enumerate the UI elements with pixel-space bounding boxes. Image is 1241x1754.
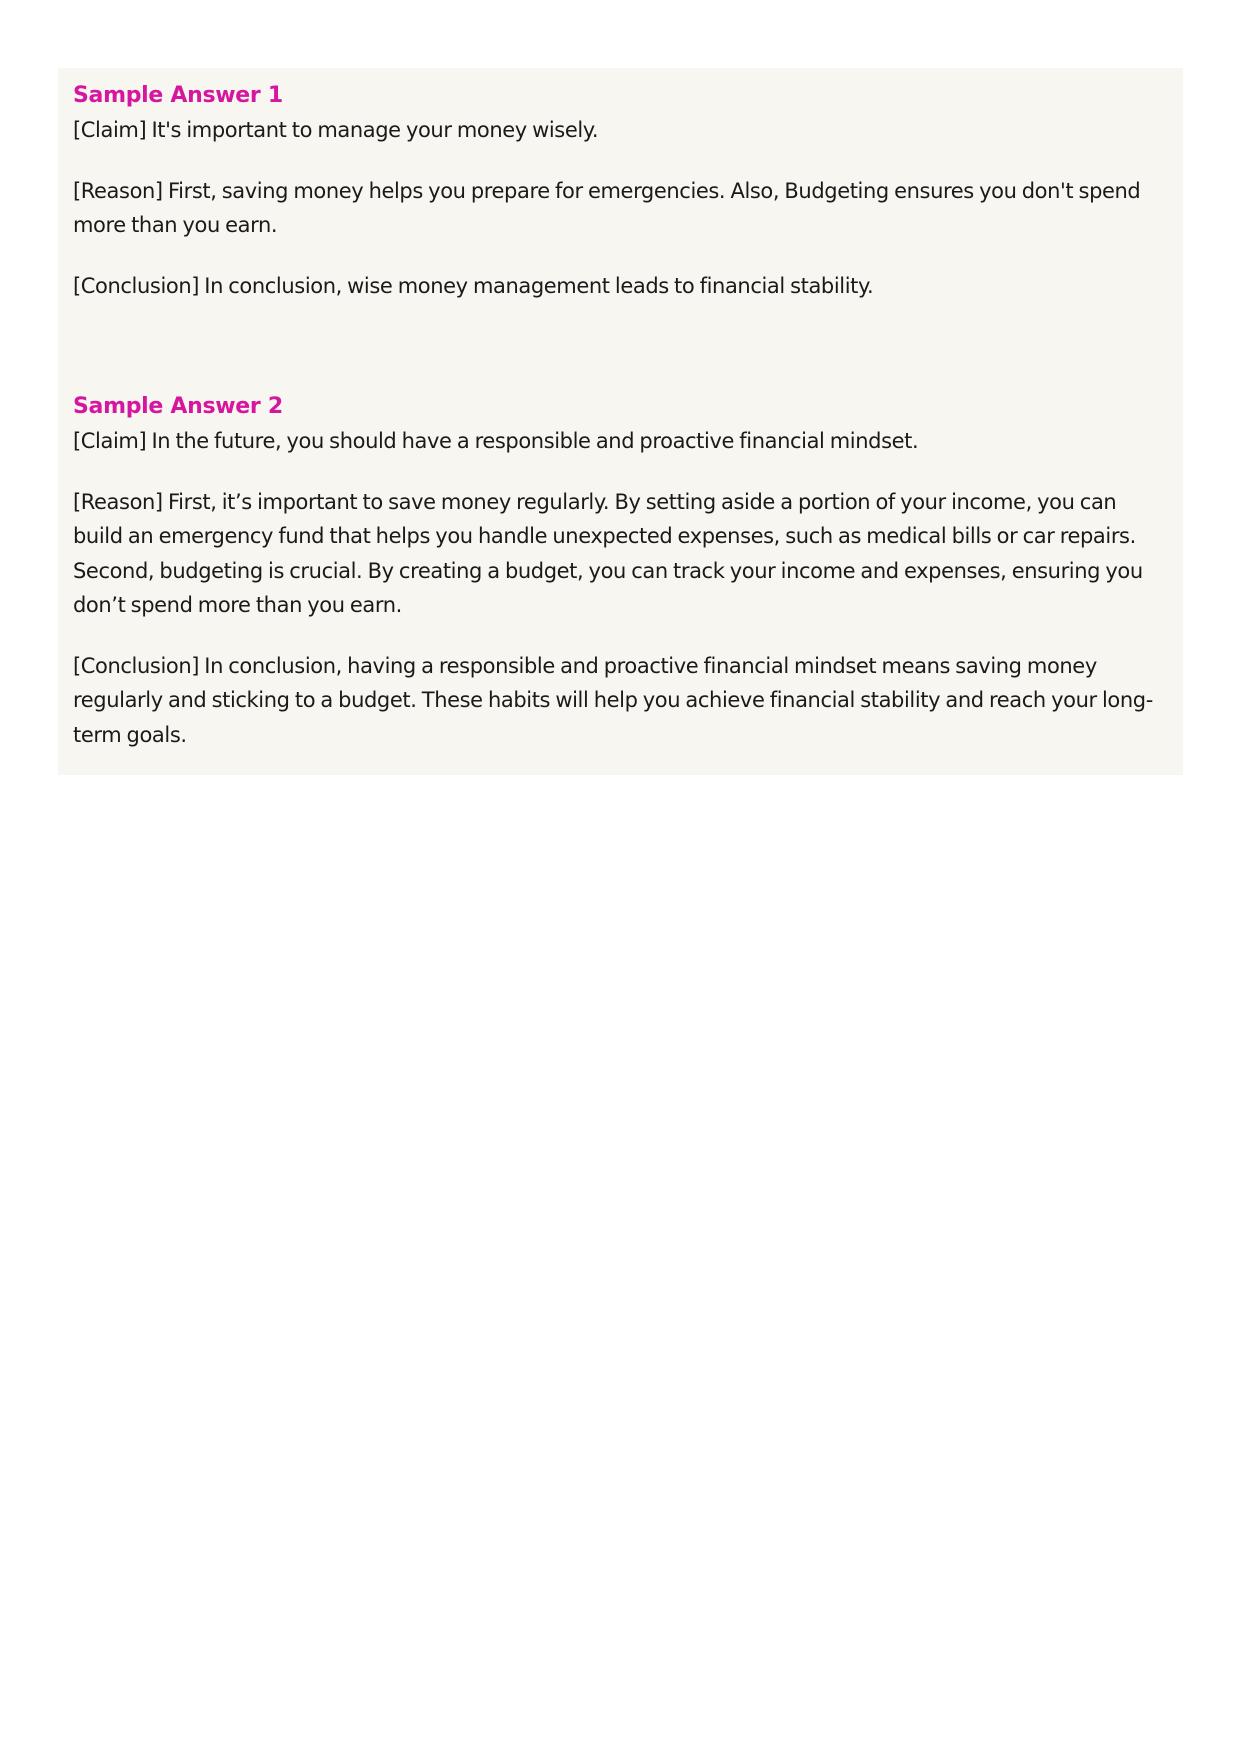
sample-answer-1-reason: [Reason] First, saving money helps you prepare for emergencies. Also, Budgeting ensures you don't spend more than you earn. <box>73 178 1141 237</box>
sample-answer-1 <box>73 82 1168 303</box>
sample-answer-1-claim: [Claim] It's important to manage your money wisely. <box>73 118 599 142</box>
sample-answers-box <box>58 68 1183 775</box>
sample-answer-2-conclusion: [Conclusion] In conclusion, having a responsible and proactive financial mindset means saving money regularly and sticking to a budget. These habits will help you achieve financial stability and reach your long-term goals. <box>73 653 1153 747</box>
sample-answer-1-title: Sample Answer 1 <box>73 83 283 108</box>
sample-answer-2-title: Sample Answer 2 <box>73 394 283 419</box>
sample-answer-2-reason: [Reason] First, it’s important to save money regularly. By setting aside a portion of your income, you can build an emergency fund that helps you handle unexpected expenses, such as medical bills or car repairs. Second, budgeting is crucial. By creating a budget, you can track your income and expenses, ensuring you don’t spend more than you earn. <box>73 489 1143 617</box>
sample-answer-2 <box>73 393 1168 752</box>
section-spacer <box>73 329 1168 393</box>
sample-answer-1-conclusion: [Conclusion] In conclusion, wise money management leads to financial stability. <box>73 273 874 298</box>
sample-answer-2-claim: [Claim] In the future, you should have a responsible and proactive financial mindset. <box>73 429 919 453</box>
